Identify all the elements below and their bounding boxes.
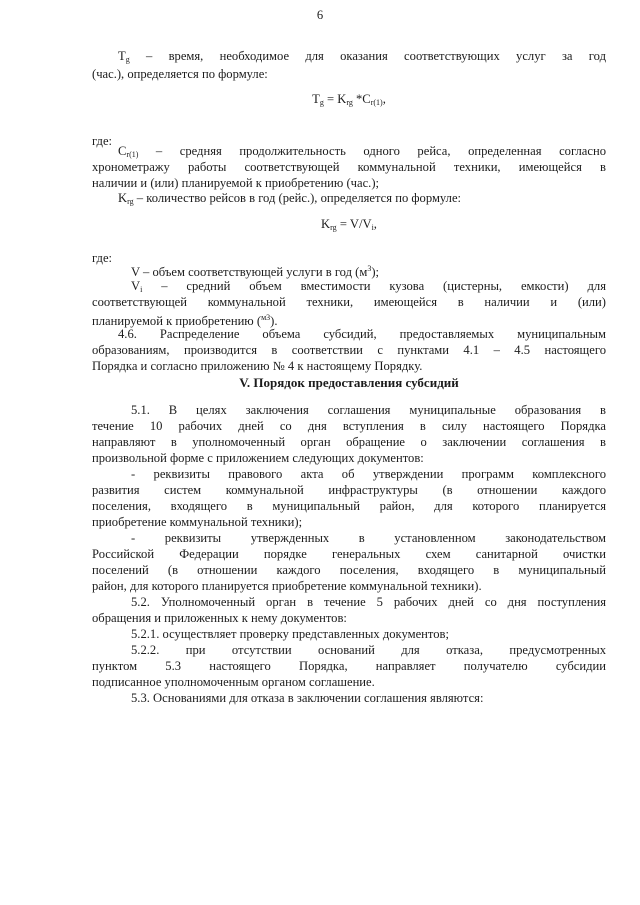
vi-definition-line-3: планируемой к приобретению ($^{м3}$). — [92, 313, 278, 328]
p51-line-4: произвольной форме с приложением следующих документов: — [92, 451, 424, 465]
bullet1-line-4: приобретение коммунальной техники); — [92, 515, 303, 529]
v-definition: V – объем соответствующей услуги в год $(м^3)$; — [131, 264, 380, 279]
vi-definition-line-2: соответствующей коммунальной техники, имеющейся в наличии и (или) — [92, 295, 606, 309]
p46-line-2: образованиям, производится в соответствии с пунктами 4.1 – 4.5 настоящего — [92, 343, 606, 357]
where-label-1: где: — [92, 134, 113, 148]
cr-definition-line-3: наличии и (или) планируемой к приобретению (час.); — [92, 176, 380, 190]
p521-line: 5.2.1. осуществляет проверку представленных документов; — [131, 627, 449, 641]
bullet1-line-2: развития систем коммунальной инфраструктуры (в отношении каждого — [92, 483, 606, 497]
bullet2-line-4: район, для которого планируется приобретение коммунальной техники). — [92, 579, 482, 593]
bullet2-line-1: - реквизиты утвержденных в установленном законодательством — [131, 531, 606, 545]
cr-definition-line-1: $C_{r(1)}$ – средняя продолжительность одного рейса, определенная согласно — [118, 144, 606, 159]
p522-line-2: пунктом 5.3 настоящего Порядка, направляет получателю субсидии — [92, 659, 606, 673]
p51-line-1: 5.1. В целях заключения соглашения муниципальные образования в — [131, 403, 606, 417]
bullet2-line-3: поселений (в отношении каждого поселения, входящего в муниципальный — [92, 563, 606, 577]
p51-line-2: течение 10 рабочих дней со дня вступления в силу настоящего Порядка — [92, 419, 606, 433]
vi-definition-line-1: $V_i$ – средний объем вместимости кузова (цистерны, емкости) для — [131, 279, 606, 294]
bullet1-line-3: поселения, входящего в муниципальный район, для которого планируется — [92, 499, 606, 513]
section-heading: V. Порядок предоставления субсидий — [239, 375, 459, 390]
p51-line-3: направляют в уполномоченный орган обращение о заключении соглашения в — [92, 435, 606, 449]
p522-line-3: подписанное уполномоченным органом соглашение. — [92, 675, 375, 689]
p53-line: 5.3. Основаниями для отказа в заключении соглашения являются: — [131, 691, 484, 705]
bullet2-line-2: Российской Федерации порядке генеральных схем санитарной очистки — [92, 547, 606, 561]
p52-line-2: обращения и приложенных к нему документов: — [92, 611, 347, 625]
krg-definition: $K_{rg}$ – количество рейсов в год (рейс.), определяется по формуле: — [118, 191, 462, 206]
formula-tg: $T_g = K_{rg}$ $*C_{r(1)}$, — [312, 92, 386, 107]
bullet1-line-1: - реквизиты правового акта об утверждении программ комплексного — [131, 467, 606, 481]
formula-krg: $K_{rg} = V/V_i$, — [321, 217, 377, 232]
p46-line-1: 4.6. Распределение объема субсидий, предоставляемых муниципальным — [118, 327, 606, 341]
tg-definition-line-1: $T_g$ – время, необходимое для оказания соответствующих услуг за год — [118, 49, 606, 64]
where-label-2: где: — [92, 251, 113, 265]
p52-line-1: 5.2. Уполномоченный орган в течение 5 рабочих дней со дня поступления — [131, 595, 606, 609]
page-number: 6 — [316, 8, 324, 22]
tg-definition-line-2: (час.), определяется по формуле: — [92, 67, 268, 81]
cr-definition-line-2: хронометражу работы соответствующей коммунальной техники, имеющейся в — [92, 160, 606, 174]
p522-line-1: 5.2.2. при отсутствии оснований для отказа, предусмотренных — [131, 643, 606, 657]
p46-line-3: Порядка и согласно приложению № 4 к настоящему Порядку. — [92, 359, 423, 373]
